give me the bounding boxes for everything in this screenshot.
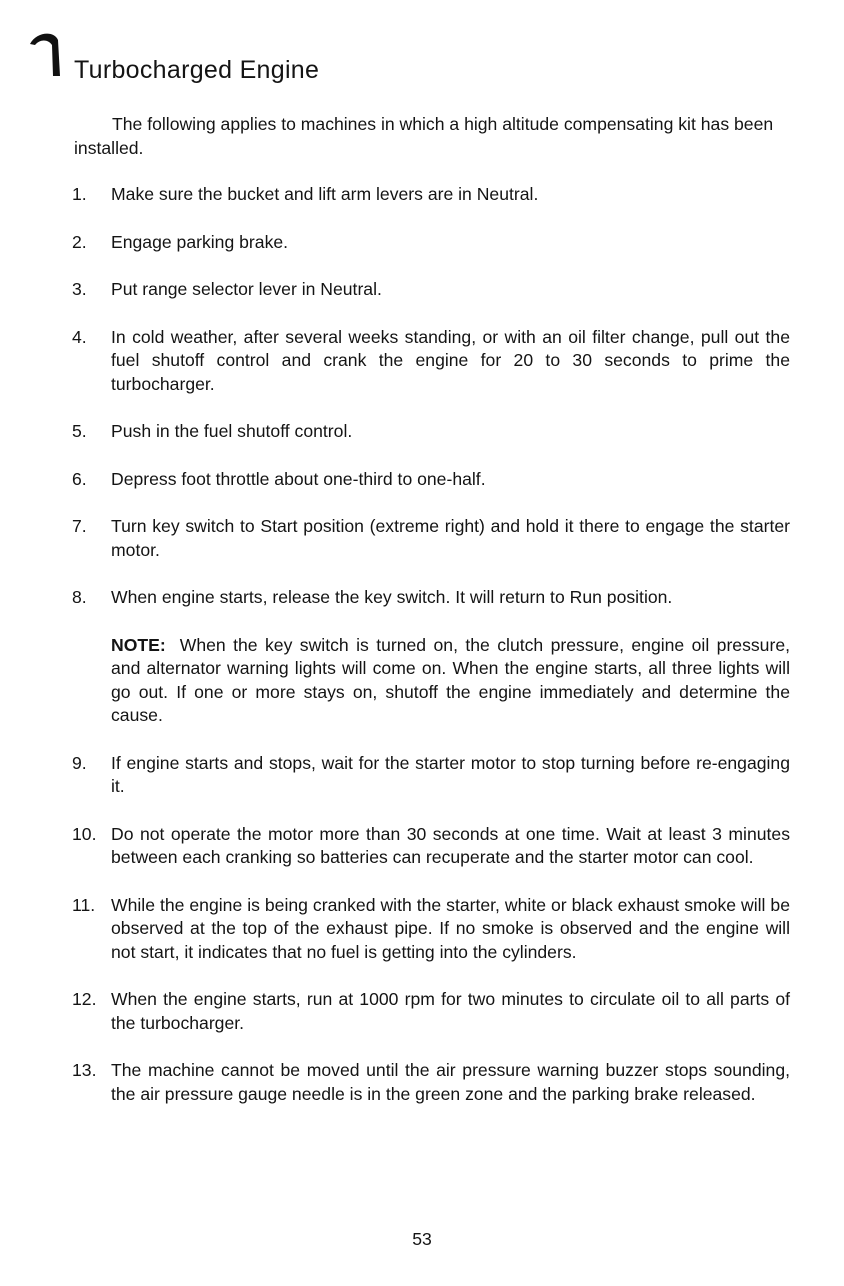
step-text: The machine cannot be moved until the air pressure warning buzzer stops sounding, the air pressure gauge needle is in the green zone and the parking brake released.	[111, 1060, 790, 1104]
steps-list	[74, 183, 790, 1130]
step-number: 9.	[72, 752, 87, 773]
step-text: Do not operate the motor more than 30 seconds at one time. Wait at least 3 minutes between each cranking so batteries can recuperate and the starter motor can cool.	[111, 823, 790, 867]
step-number: 3.	[72, 279, 87, 299]
step-number: 1.	[72, 184, 87, 204]
step-number: 8.	[72, 587, 87, 607]
note-text: When the key switch is turned on, the clutch pressure, engine oil pressure, and alternator warning lights will come on. When the engine starts, all three lights will go out. If one or more stays on, shutoff the engine immediately and determine the cause.	[111, 634, 790, 725]
page-title: Turbocharged Engine	[74, 56, 320, 84]
step-number: 12.	[72, 989, 97, 1009]
list-item	[74, 231, 790, 255]
list-item	[74, 752, 790, 799]
step-text: If engine starts and stops, wait for the starter motor to stop turning before re-engaging it.	[111, 752, 790, 796]
section-corner-mark	[28, 30, 68, 78]
step-text: While the engine is being cranked with the starter, white or black exhaust smoke will be observed at the top of the exhaust pipe. If no smoke is observed and the engine will not start, it indicates that no fuel is getting into the cylinders.	[111, 894, 790, 962]
step-text: Depress foot throttle about one-third to one-half.	[111, 468, 486, 489]
step-number: 6.	[72, 468, 87, 489]
list-item	[74, 515, 790, 562]
step-text: When the engine starts, run at 1000 rpm for two minutes to circulate oil to all parts of the turbocharger.	[111, 989, 790, 1033]
step-text: When engine starts, release the key switch. It will return to Run position.	[111, 587, 673, 607]
step-number: 11.	[72, 894, 96, 915]
list-item	[74, 988, 790, 1035]
step-text: Push in the fuel shutoff control.	[111, 421, 353, 441]
list-item	[74, 823, 790, 870]
step-number: 4.	[72, 326, 87, 347]
list-item	[74, 420, 790, 444]
list-item	[74, 183, 790, 207]
intro-paragraph: The following applies to machines in which a high altitude compensating kit has been installed.	[74, 114, 774, 158]
list-item	[74, 468, 790, 492]
step-text: In cold weather, after several weeks standing, or with an oil filter change, pull out the fuel shutoff control and crank the engine for 20 to 30 seconds to prime the turbocharger.	[111, 326, 790, 394]
list-item	[74, 894, 790, 965]
list-item	[74, 326, 790, 397]
step-number: 7.	[72, 516, 87, 536]
step-number: 13.	[72, 1060, 97, 1080]
step-text: Make sure the bucket and lift arm levers are in Neutral.	[111, 184, 539, 204]
step-number: 10.	[72, 823, 97, 844]
step-text: Put range selector lever in Neutral.	[111, 279, 382, 299]
step-number: 2.	[72, 231, 87, 252]
step-text: Turn key switch to Start position (extreme right) and hold it there to engage the starter motor.	[111, 516, 790, 560]
list-item	[74, 278, 790, 302]
step-text: Engage parking brake.	[111, 231, 289, 252]
note-label: NOTE:	[111, 634, 166, 655]
page-number: 53	[412, 1229, 432, 1249]
note-block	[111, 634, 790, 728]
step-number: 5.	[72, 421, 87, 441]
list-item	[74, 586, 790, 728]
list-item	[74, 1059, 790, 1106]
